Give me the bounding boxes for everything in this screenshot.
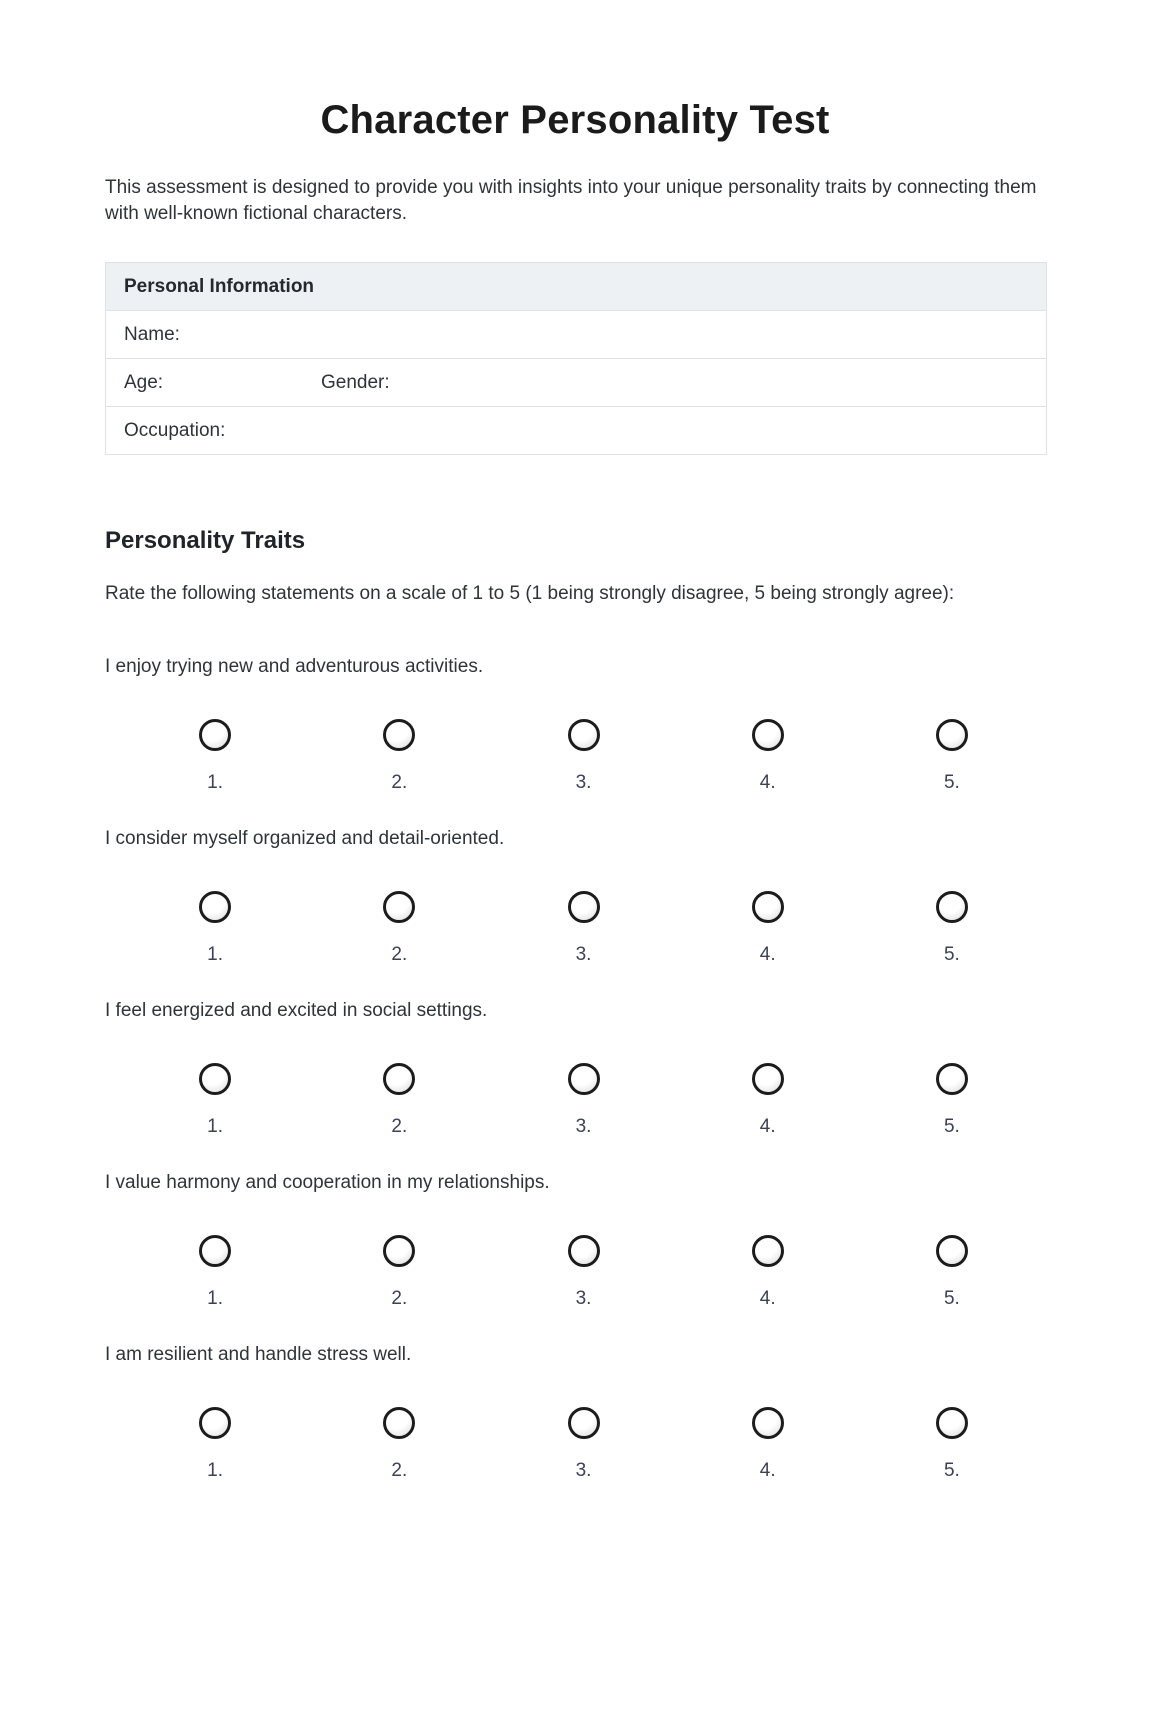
question-block [105,1171,1045,1311]
rating-radio[interactable] [199,1235,231,1267]
scale-label: 2. [391,1460,408,1481]
radio-row [123,1235,1044,1267]
scale-label: 5. [943,944,960,965]
personality-traits-heading: Personality Traits [105,527,306,554]
scale-label: 1. [207,1116,224,1137]
scale-label: 4. [759,1460,776,1481]
question-text: I value harmony and cooperation in my relationships. [105,1172,550,1193]
page-title: Character Personality Test [320,98,830,142]
scale-label: 1. [207,944,224,965]
rating-radio[interactable] [199,1063,231,1095]
gender-label: Gender: [321,371,390,393]
rating-radio[interactable] [199,891,231,923]
question-block [105,1343,1045,1483]
rating-radio[interactable] [199,719,231,751]
scale-label: 4. [759,944,776,965]
personal-info-header-label: Personal Information [124,275,315,297]
questions [105,655,1045,1483]
rating-radio[interactable] [752,1063,784,1095]
rating-radio[interactable] [383,891,415,923]
rating-radio[interactable] [936,1063,968,1095]
scale-label: 5. [943,1116,960,1137]
question-block [105,655,1045,795]
age-label: Age: [124,371,164,393]
scale-label: 3. [575,944,592,965]
name-field[interactable] [106,310,1046,358]
rating-radio[interactable] [936,719,968,751]
scale-label: 4. [759,1288,776,1309]
scale-label: 2. [391,772,408,793]
question-text: I enjoy trying new and adventurous activities. [105,656,484,677]
rating-radio[interactable] [568,1235,600,1267]
radio-row [123,719,1044,751]
scale-label: 3. [575,1460,592,1481]
rating-radio[interactable] [936,1407,968,1439]
question-text: I consider myself organized and detail-oriented. [105,828,505,849]
rating-radio[interactable] [752,891,784,923]
scale-label: 2. [391,944,408,965]
label-row [123,943,1044,967]
question-block [105,827,1045,967]
scale-label: 4. [759,772,776,793]
rating-radio[interactable] [752,1407,784,1439]
rating-radio[interactable] [752,1235,784,1267]
rating-radio[interactable] [568,1063,600,1095]
label-row [123,1115,1044,1139]
occupation-field[interactable] [106,406,1046,454]
rating-radio[interactable] [383,1407,415,1439]
rating-radio[interactable] [383,1235,415,1267]
label-row [123,1459,1044,1483]
scale-label: 3. [575,1116,592,1137]
question-block [105,999,1045,1139]
rating-radio[interactable] [752,719,784,751]
label-row [123,771,1044,795]
scale-label: 3. [575,1288,592,1309]
scale-label: 1. [207,772,224,793]
label-row [123,1287,1044,1311]
occupation-label: Occupation: [124,419,226,441]
radio-row [123,1063,1044,1095]
rating-instructions: Rate the following statements on a scale of 1 to 5 (1 being strongly disagree, 5 being strongly agree): [105,583,955,604]
page [0,96,1176,1483]
scale-label: 1. [207,1460,224,1481]
radio-row [123,891,1044,923]
rating-radio[interactable] [383,719,415,751]
scale-label: 3. [575,772,592,793]
rating-radio[interactable] [568,891,600,923]
question-text: I am resilient and handle stress well. [105,1344,412,1365]
age-gender-field[interactable] [106,358,1046,406]
rating-radio[interactable] [568,719,600,751]
scale-label: 5. [943,1460,960,1481]
radio-row [123,1407,1044,1439]
personal-info-table [105,262,1047,455]
rating-radio[interactable] [199,1407,231,1439]
scale-label: 4. [759,1116,776,1137]
question-text: I feel energized and excited in social settings. [105,1000,488,1021]
personal-info-header [106,263,1046,310]
scale-label: 5. [943,772,960,793]
intro-text: This assessment is designed to provide you with insights into your unique personality traits by connecting them with well-known fictional characters. [105,177,1037,224]
rating-radio[interactable] [936,1235,968,1267]
scale-label: 2. [391,1288,408,1309]
scale-label: 5. [943,1288,960,1309]
rating-radio[interactable] [936,891,968,923]
name-label: Name: [124,323,180,345]
scale-label: 2. [391,1116,408,1137]
rating-radio[interactable] [568,1407,600,1439]
scale-label: 1. [207,1288,224,1309]
rating-radio[interactable] [383,1063,415,1095]
